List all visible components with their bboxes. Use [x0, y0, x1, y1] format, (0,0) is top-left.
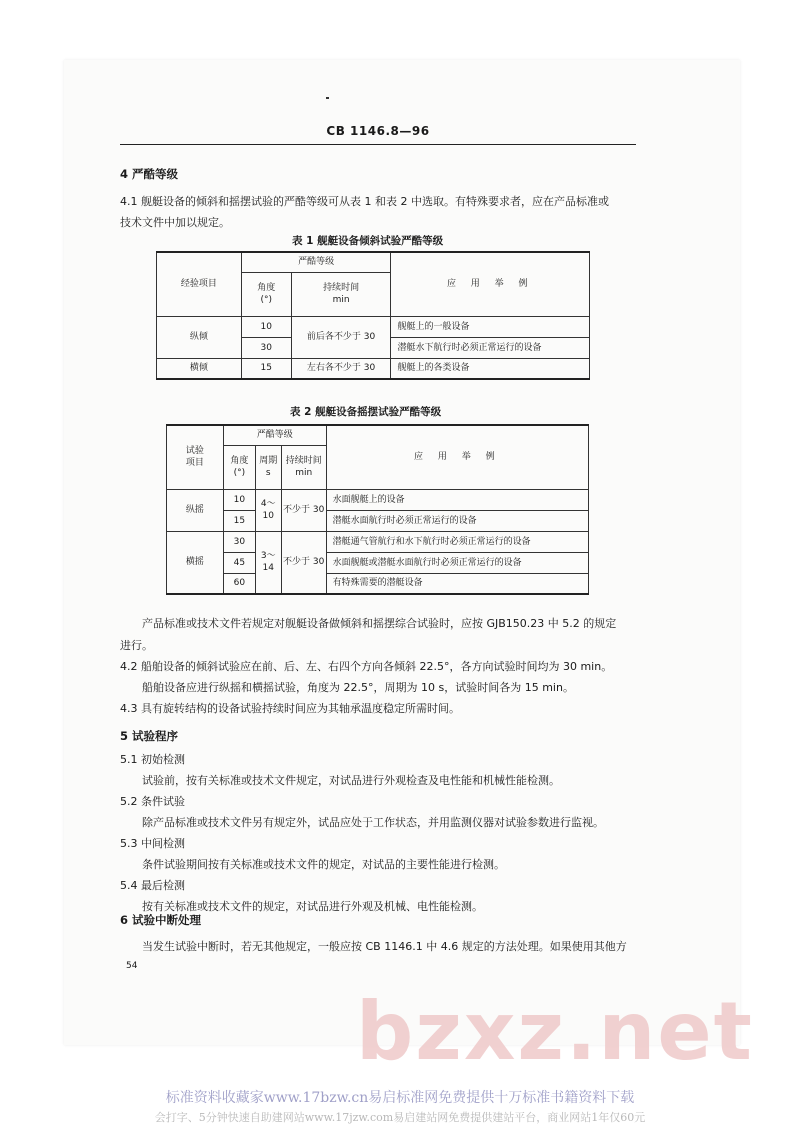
table2-cell-angle: 30 [223, 531, 255, 552]
table1-header-item: 经验项目 [157, 252, 242, 316]
section-4-title: 4 严酷等级 [120, 167, 179, 181]
table1-header-app: 应 用 举 例 [391, 252, 590, 316]
section-5-2-body: 除产品标准或技术文件另有规定外，试品应处于工作状态，并用监测仪器对试验参数进行监视。 [142, 816, 604, 829]
table2-cell-item: 横摇 [167, 531, 224, 594]
table2-header-duration: 持续时间 min [281, 445, 326, 489]
table2-header-item: 试验 项目 [167, 425, 224, 489]
table2 [166, 424, 589, 595]
para-4-2-line2: 船舶设备应进行纵摇和横摇试验，角度为 22.5°，周期为 10 s，试验时间各为 15 min。 [142, 681, 574, 694]
table1-cell-angle: 15 [241, 358, 291, 379]
para-4-1-line1: 4.1 舰艇设备的倾斜和摇摆试验的严酷等级可从表 1 和表 2 中选取。有特殊要求者，应在产品标准或 [120, 195, 609, 208]
table2-cell-angle: 15 [223, 510, 255, 531]
para-4-3: 4.3 具有旋转结构的设备试验持续时间应为其轴承温度稳定所需时间。 [120, 702, 460, 715]
section-5-4-title: 5.4 最后检测 [120, 879, 185, 892]
table2-header-angle: 角度 (°) [223, 445, 255, 489]
table2-cell-angle: 60 [223, 573, 255, 594]
section-5-title: 5 试验程序 [120, 729, 179, 743]
section-5-3-title: 5.3 中间检测 [120, 837, 185, 850]
table1-cell-item: 横倾 [157, 358, 242, 379]
table2-header-level: 严酷等级 [223, 425, 326, 445]
table1-cell-angle: 10 [241, 316, 291, 337]
section-6-body: 当发生试验中断时，若无其他规定，一般应按 CB 1146.1 中 4.6 规定的方法处理。如果使用其他方 [142, 940, 627, 953]
table1-header-duration: 持续时间 min [291, 272, 391, 316]
table2-cell-angle: 45 [223, 552, 255, 573]
para-4-2-line1: 4.2 船舶设备的倾斜试验应在前、后、左、右四个方向各倾斜 22.5°，各方向试验时间均为 30 min。 [120, 660, 613, 673]
para-combined-line1: 产品标准或技术文件若规定对舰艇设备做倾斜和摇摆综合试验时，应按 GJB150.23 中 5.2 的规定 [142, 617, 617, 630]
table2-cell-app: 水面舰艇或潜艇水面航行时必须正常运行的设备 [326, 552, 588, 573]
section-5-2-title: 5.2 条件试验 [120, 795, 185, 808]
table2-cell-duration: 不少于 30 [281, 489, 326, 531]
footer-line1: 标准资料收藏家www.17bzw.cn易启标准网免费提供十万标准书籍资料下载 [165, 1090, 635, 1106]
section-5-4-body: 按有关标准或技术文件的规定，对试品进行外观及机械、电性能检测。 [142, 900, 483, 913]
table2-cell-period: 3～14 [255, 531, 281, 594]
table2-cell-app: 水面舰艇上的设备 [326, 489, 588, 510]
table1-cell-duration: 前后各不少于 30 [291, 316, 391, 358]
table1-caption: 表 1 舰艇设备倾斜试验严酷等级 [292, 235, 444, 247]
standard-code: CB 1146.8—96 [326, 124, 430, 138]
table1-cell-item: 纵倾 [157, 316, 242, 358]
section-5-3-body: 条件试验期间按有关标准或技术文件的规定，对试品的主要性能进行检测。 [142, 858, 505, 871]
table2-caption: 表 2 舰艇设备摇摆试验严酷等级 [290, 406, 442, 418]
page-number: 54 [126, 961, 138, 971]
table2-cell-angle: 10 [223, 489, 255, 510]
table1-header-angle: 角度 (°) [241, 272, 291, 316]
watermark: bzxz.net [356, 985, 754, 1078]
table1-header-level: 严酷等级 [241, 252, 391, 272]
para-4-1-line2: 技术文件中加以规定。 [120, 216, 230, 229]
table2-cell-app: 有特殊需要的潜艇设备 [326, 573, 588, 594]
header-rule [120, 144, 636, 145]
section-5-1-title: 5.1 初始检测 [120, 753, 185, 766]
table1-cell-duration: 左右各不少于 30 [291, 358, 391, 379]
section-6-title: 6 试验中断处理 [120, 913, 202, 927]
table2-header-app: 应 用 举 例 [326, 425, 588, 489]
para-combined-line2: 进行。 [120, 639, 153, 652]
footer-line2: 会打字、5分钟快速自助建网站www.17jzw.com易启建站网免费提供建站平台，商业网站1年仅60元 [154, 1111, 646, 1124]
table2-cell-app: 潜艇通气管航行和水下航行时必须正常运行的设备 [326, 531, 588, 552]
table1-cell-angle: 30 [241, 337, 291, 358]
table2-cell-duration: 不少于 30 [281, 531, 326, 594]
table2-header-period: 周期 s [255, 445, 281, 489]
scan-speck [326, 97, 329, 99]
table2-cell-item: 纵摇 [167, 489, 224, 531]
table2-cell-period: 4～10 [255, 489, 281, 531]
table1-cell-app: 舰艇上的各类设备 [391, 358, 590, 379]
table1-cell-app: 潜艇水下航行时必须正常运行的设备 [391, 337, 590, 358]
table1-cell-app: 舰艇上的一般设备 [391, 316, 590, 337]
table1 [156, 251, 590, 380]
section-5-1-body: 试验前，按有关标准或技术文件规定，对试品进行外观检查及电性能和机械性能检测。 [142, 774, 560, 787]
table2-cell-app: 潜艇水面航行时必须正常运行的设备 [326, 510, 588, 531]
